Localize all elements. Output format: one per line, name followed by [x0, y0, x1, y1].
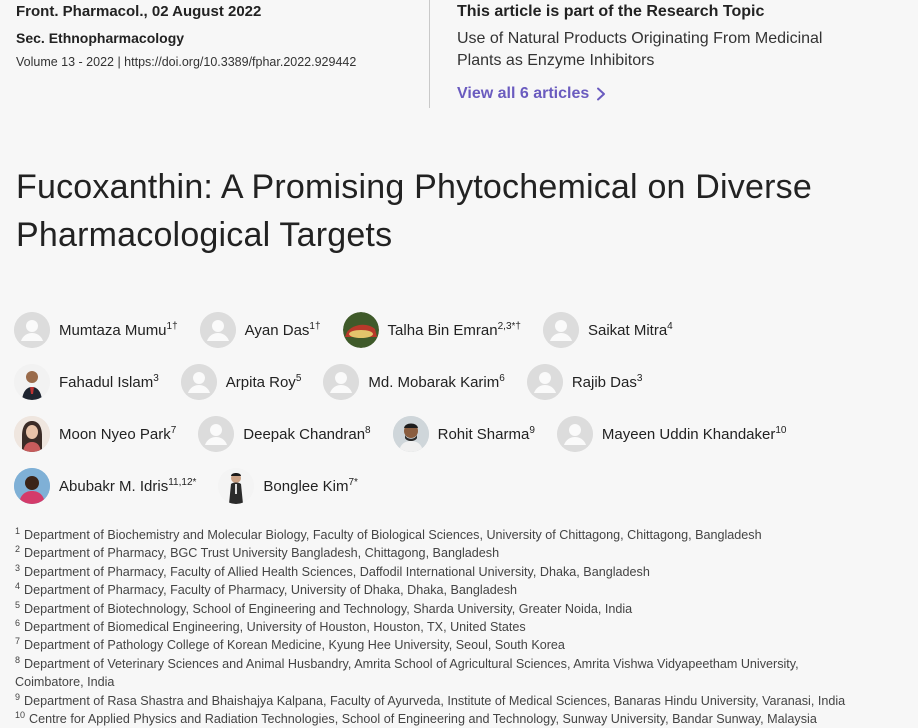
author-name: Moon Nyeo Park$^7$ [59, 424, 177, 443]
avatar [527, 364, 563, 400]
affiliation: $^2$ Department of Pharmacy, BGC Trust University Bangladesh, Chittagong, Bangladesh [15, 544, 500, 561]
author-mumtaza-mumu[interactable] [14, 312, 178, 348]
author-row [14, 460, 914, 512]
author-ayan-das[interactable] [200, 312, 321, 348]
author-name: Bonglee Kim$^{7*}$ [263, 476, 358, 495]
affiliation: $^3$ Department of Pharmacy, Faculty of Allied Health Sciences, Daffodil International University, Dhaka, Bangladesh [15, 562, 650, 579]
user-silhouette-icon [557, 416, 593, 452]
author-abubakr-m-idris[interactable] [14, 468, 196, 504]
view-all-articles-link[interactable] [457, 85, 607, 103]
avatar-photo [14, 364, 50, 400]
avatar-photo [14, 468, 50, 504]
journal-date: Front. Pharmacol., 02 August 2022 [16, 3, 262, 20]
article-meta [16, 2, 416, 70]
author-row [14, 408, 914, 460]
avatar-photo [14, 416, 50, 452]
author-talha-bin-emran[interactable] [343, 312, 521, 348]
user-silhouette-icon [14, 312, 50, 348]
author-rohit-sharma[interactable] [393, 416, 535, 452]
author-row [14, 304, 914, 356]
author-name: Rohit Sharma$^9$ [437, 424, 535, 443]
avatar [181, 364, 217, 400]
affiliation: $^9$ Department of Rasa Shastra and Bhaishajya Kalpana, Faculty of Ayurveda, Institute of Medical Sciences, Banaras Hindu University, Varanasi, India [15, 691, 846, 708]
avatar-photo [393, 416, 429, 452]
research-topic-panel [429, 0, 899, 108]
user-silhouette-icon [181, 364, 217, 400]
affiliation: $^7$ Department of Pathology College of Korean Medicine, Kyung Hee University, Seoul, South Korea [15, 636, 565, 653]
author-name: Fahadul Islam$^3$ [59, 372, 159, 391]
author-name: Saikat Mitra$^4$ [587, 320, 673, 339]
affiliations-list [15, 526, 910, 728]
avatar [14, 312, 50, 348]
affiliation-continued: Coimbatore, India [15, 675, 115, 690]
user-silhouette-icon [527, 364, 563, 400]
author-name: Mumtaza Mumu$^{1\dagger}$ [59, 320, 178, 339]
affiliation: $^1$ Department of Biochemistry and Molecular Biology, Faculty of Biological Sciences, University of Chittagong, Chittagong, Bangladesh [15, 526, 762, 542]
author-mayeen-uddin-khandaker[interactable] [557, 416, 787, 452]
article-title [16, 163, 906, 259]
article-title-line1: Fucoxanthin: A Promising Phytochemical on Diverse [16, 168, 812, 206]
affiliation: $^{10}$ Centre for Applied Physics and Radiation Technologies, School of Engineering and Technology, Sunway University, Bandar Sunway, Malaysia [15, 710, 817, 727]
author-name: Talha Bin Emran$^{2,3*\dagger}$ [387, 320, 521, 339]
user-silhouette-icon [543, 312, 579, 348]
view-all-label: View all 6 articles [457, 85, 590, 102]
author-fahadul-islam[interactable] [14, 364, 159, 400]
affiliation: $^8$ Department of Veterinary Sciences and Animal Husbandry, Amrita School of Agricultural Sciences, Amrita Vishwa Vidyapeetham University, [15, 654, 799, 671]
user-silhouette-icon [198, 416, 234, 452]
author-bonglee-kim[interactable] [218, 468, 358, 504]
volume-doi[interactable]: Volume 13 - 2022 | https://doi.org/10.3389/fphar.2022.929442 [16, 55, 357, 69]
article-title-line2: Pharmacological Targets [16, 216, 393, 254]
author-name: Md. Mobarak Karim$^6$ [368, 372, 505, 391]
avatar [198, 416, 234, 452]
user-silhouette-icon [200, 312, 236, 348]
affiliation: $^4$ Department of Pharmacy, Faculty of Pharmacy, University of Dhaka, Dhaka, Bangladesh [15, 581, 518, 598]
avatar-photo [218, 468, 254, 504]
author-name: Mayeen Uddin Khandaker$^{10}$ [601, 424, 787, 443]
avatar [200, 312, 236, 348]
chevron-right-icon [595, 87, 607, 101]
avatar [543, 312, 579, 348]
affiliation: $^5$ Department of Biotechnology, School of Engineering and Technology, Sharda University, Greater Noida, India [15, 599, 633, 616]
author-name: Deepak Chandran$^8$ [243, 424, 371, 443]
author-list [14, 304, 914, 512]
author-arpita-roy[interactable] [181, 364, 302, 400]
author-rajib-das[interactable] [527, 364, 643, 400]
affiliation: $^6$ Department of Biomedical Engineering, University of Houston, Houston, TX, United States [15, 618, 526, 635]
research-topic-name-line1: Use of Natural Products Originating From Medicinal [457, 30, 823, 47]
author-name: Arpita Roy$^5$ [225, 372, 302, 391]
avatar [557, 416, 593, 452]
user-silhouette-icon [323, 364, 359, 400]
research-topic-name[interactable] [457, 28, 899, 72]
author-moon-nyeo-park[interactable] [14, 416, 176, 452]
avatar-photo [343, 312, 379, 348]
author-name: Abubakr M. Idris$^{11,12*}$ [59, 476, 197, 495]
author-row [14, 356, 914, 408]
author-deepak-chandran[interactable] [198, 416, 370, 452]
author-name: Rajib Das$^3$ [571, 372, 643, 391]
journal-section[interactable]: Sec. Ethnopharmacology [16, 30, 185, 46]
research-topic-name-line2: Plants as Enzyme Inhibitors [457, 52, 655, 69]
avatar [323, 364, 359, 400]
research-topic-kicker: This article is part of the Research Topic [457, 3, 765, 20]
author-name: Ayan Das$^{1\dagger}$ [244, 320, 321, 339]
author-saikat-mitra[interactable] [543, 312, 673, 348]
author-md-mobarak-karim[interactable] [323, 364, 504, 400]
